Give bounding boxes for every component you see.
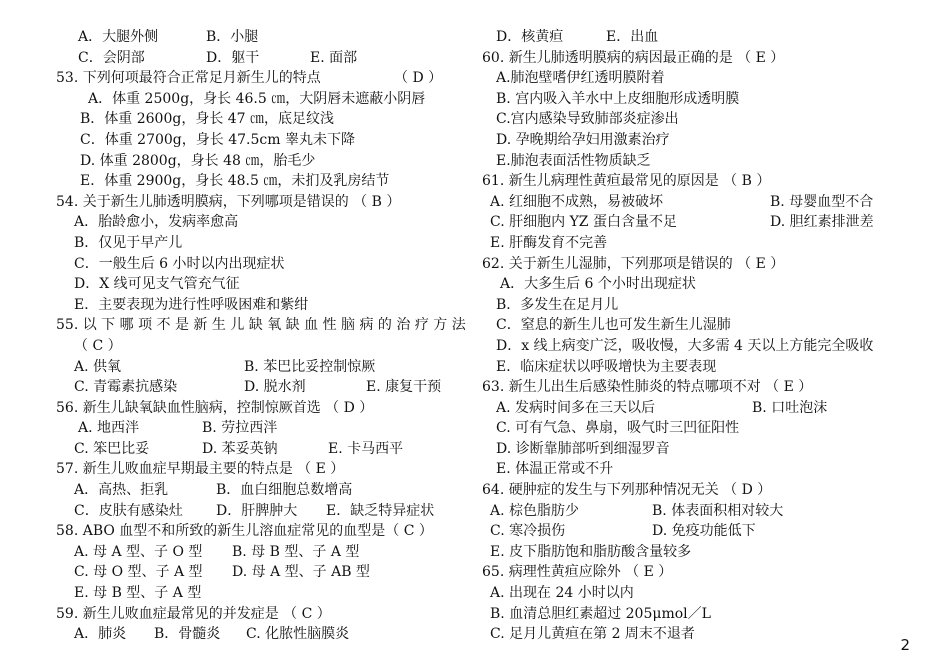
text-segment: A. 红细胞不成熟，易被破坏 — [490, 193, 664, 210]
right-line — [482, 89, 922, 110]
right-line — [482, 459, 922, 480]
text-segment: E. 体温正常或不升 — [496, 461, 614, 478]
right-line — [482, 130, 922, 151]
text-segment: B. 宫内吸入羊水中上皮细胞形成透明膜 — [496, 90, 740, 107]
text-segment: E．出血 — [606, 29, 659, 45]
left-line — [56, 89, 466, 110]
text-segment: E. 肝酶发育不完善 — [490, 234, 608, 251]
right-line — [482, 295, 922, 316]
text-segment: D. 脱水剂 — [244, 379, 306, 396]
text-segment: 61. 新生儿病理性黄疸最常见的原因是 （ B ） — [482, 173, 771, 190]
text-segment: C．体重 2700g，身长 47.5cm 睾丸未下降 — [80, 131, 355, 148]
text-segment: D. 母 A 型、子 AB 型 — [232, 564, 370, 581]
left-line — [56, 480, 466, 501]
text-segment: D. 苯妥英钠 — [202, 440, 278, 457]
left-line — [56, 48, 466, 69]
left-line — [56, 521, 466, 542]
text-segment: D. 孕晚期给孕妇用激素治疗 — [496, 131, 670, 148]
left-line — [56, 27, 466, 48]
text-segment: A．肺炎 — [74, 626, 127, 643]
right-line — [482, 151, 922, 172]
text-segment: B. 口吐泡沫 — [752, 399, 828, 416]
text-segment: B. 苯巴比妥控制惊厥 — [244, 358, 376, 375]
left-line — [56, 336, 466, 357]
right-line — [482, 604, 922, 625]
left-line — [56, 315, 466, 336]
right-line — [482, 192, 922, 213]
text-segment: A．胎龄愈小，发病率愈高 — [74, 214, 239, 231]
text-segment: B．骨髓炎 — [154, 626, 221, 643]
text-segment: A. 出现在 24 小时以内 — [490, 585, 634, 602]
left-line — [56, 562, 466, 583]
right-line — [482, 583, 922, 604]
left-line — [56, 624, 466, 645]
text-segment: B. 母婴血型不合 — [770, 193, 874, 210]
text-segment: B．体重 2600g，身长 47 ㎝，底足纹浅 — [80, 111, 335, 128]
text-segment: E．临床症状以呼吸增快为主要表现 — [496, 358, 717, 375]
text-segment: 58. ABO 血型不和所致的新生儿溶血症常见的血型是（ C ） — [56, 523, 433, 540]
text-segment: B. 血清总胆红素超过 205μmol／L — [490, 605, 711, 622]
text-segment: A．大腿外侧 — [78, 29, 159, 45]
text-segment: C. 化脓性脑膜炎 — [246, 626, 350, 643]
left-line — [56, 418, 466, 439]
text-segment: D．肝脾肿大 — [216, 502, 298, 519]
right-line — [482, 562, 922, 583]
text-segment: E．主要表现为进行性呼吸困难和紫绀 — [74, 296, 309, 313]
text-segment: 60. 新生儿肺透明膜病的病因最正确的是 （ E ） — [482, 49, 785, 66]
text-segment: B. 母 B 型、子 A 型 — [232, 543, 360, 560]
text-segment: C. 母 O 型、子 A 型 — [74, 564, 203, 581]
right-line — [482, 48, 922, 69]
page-number: 2 — [900, 636, 910, 654]
text-segment: 64. 硬肿症的发生与下列那种情况无关 （ D ） — [482, 482, 772, 499]
text-segment: A. 棕色脂肪少 — [490, 502, 580, 519]
right-line — [482, 233, 922, 254]
text-segment: C. 笨巴比妥 — [74, 440, 150, 457]
left-line — [56, 604, 466, 625]
right-column — [482, 27, 922, 645]
left-line — [56, 439, 466, 460]
text-segment: B．血白细胞总数增高 — [216, 482, 353, 499]
text-segment: C. 青霉素抗感染 — [74, 379, 178, 396]
left-line — [56, 109, 466, 130]
right-line — [482, 336, 922, 357]
right-line — [482, 624, 922, 645]
right-line — [482, 418, 922, 439]
left-line — [56, 377, 466, 398]
left-line — [56, 254, 466, 275]
text-segment: A. 供氧 — [74, 358, 122, 375]
text-segment: A. 发病时间多在三天以后 — [496, 399, 656, 416]
right-line — [482, 357, 922, 378]
right-line — [482, 274, 922, 295]
left-line — [56, 274, 466, 295]
text-segment: B. 劳拉西泮 — [202, 420, 278, 437]
text-segment: 65. 病理性黄疸应除外 （ E ） — [482, 564, 673, 581]
text-segment: D. 胆红素排泄差 — [770, 214, 874, 231]
right-line — [482, 171, 922, 192]
right-line — [482, 109, 922, 130]
left-line — [56, 542, 466, 563]
text-segment: C. 寒冷损伤 — [490, 523, 566, 540]
text-segment: C．会阴部 — [78, 49, 145, 66]
text-segment: 56. 新生儿缺氧缺血性脑病，控制惊厥首选 （ D ） — [56, 399, 374, 416]
text-segment: D．X 线可见支气管充气征 — [74, 276, 240, 293]
right-line — [482, 501, 922, 522]
text-segment: 57. 新生儿败血症早期最主要的特点是 （ E ） — [56, 461, 345, 478]
text-segment: A.肺泡壁嗜伊红透明膜附着 — [496, 70, 665, 87]
left-line — [56, 68, 466, 89]
text-segment: B. 体表面积相对较大 — [652, 502, 784, 519]
text-segment: B．仅见于早产儿 — [74, 234, 183, 251]
left-line — [56, 151, 466, 172]
text-segment: C. 肝细胞内 YZ 蛋白含量不足 — [490, 214, 677, 231]
right-line — [482, 398, 922, 419]
left-line — [56, 212, 466, 233]
text-segment: B．小腿 — [206, 29, 259, 45]
text-segment: A. 母 A 型、子 O 型 — [74, 543, 203, 560]
text-segment: D. 免疫功能低下 — [652, 523, 756, 540]
left-line — [56, 459, 466, 480]
right-line — [482, 542, 922, 563]
left-line — [56, 501, 466, 522]
text-segment: B．多发生在足月儿 — [496, 296, 619, 313]
text-segment: 63. 新生儿出生后感染性肺炎的特点哪项不对 （ E ） — [482, 379, 813, 396]
text-segment: D. 体重 2800g，身长 48 ㎝，胎毛少 — [80, 152, 316, 169]
text-segment: 54. 关于新生儿肺透明膜病，下列哪项是错误的 （ B ） — [56, 193, 401, 210]
left-line — [56, 357, 466, 378]
left-line — [56, 130, 466, 151]
text-segment: E．缺乏特异症状 — [326, 502, 435, 519]
text-segment: A．体重 2500g，身长 46.5 ㎝，大阴唇未遮蔽小阴唇 — [88, 90, 426, 107]
text-segment: D. 诊断靠肺部听到细湿罗音 — [496, 440, 670, 457]
text-segment: 59. 新生儿败血症最常见的并发症是 （ C ） — [56, 605, 331, 622]
text-segment: A．大多生后 6 个小时出现症状 — [500, 276, 696, 293]
left-column — [56, 27, 466, 645]
text-segment: E. 皮下脂肪饱和脂肪酸含量较多 — [490, 543, 692, 560]
left-line — [56, 233, 466, 254]
text-segment: E. 母 B 型、子 A 型 — [74, 585, 202, 602]
left-line — [56, 583, 466, 604]
text-segment: 55. 以 下 哪 项 不 是 新 生 儿 缺 氧 缺 血 性 脑 病 的 治 疗 方 法 — [56, 317, 466, 334]
text-segment: 53. 下列何项最符合正常足月新生儿的特点 — [56, 70, 321, 87]
text-segment: 62. 关于新生儿湿肺，下列那项是错误的 （ E ） — [482, 255, 785, 272]
left-line — [56, 398, 466, 419]
right-line — [482, 377, 922, 398]
text-segment: E. 康复干预 — [366, 379, 442, 396]
text-segment: （ D ） — [394, 70, 443, 87]
right-line — [482, 27, 922, 48]
right-line — [482, 212, 922, 233]
text-segment: C．一般生后 6 小时以内出现症状 — [74, 255, 285, 272]
text-segment: E.肺泡表面活性物质缺乏 — [496, 152, 651, 169]
text-segment: C．窒息的新生儿也可发生新生儿湿肺 — [496, 317, 731, 334]
text-segment: （ C ） — [74, 337, 122, 354]
text-segment: D．核黄疸 — [496, 29, 564, 45]
right-line — [482, 315, 922, 336]
text-segment: D．x 线上病变广泛，吸收慢，大多需 4 天以上方能完全吸收 — [496, 337, 874, 354]
right-line — [482, 521, 922, 542]
text-segment: D．躯干 — [206, 49, 260, 66]
right-line — [482, 254, 922, 275]
text-segment: C．皮肤有感染灶 — [74, 502, 183, 519]
text-segment: C. 可有气急、鼻扇，吸气时三凹征阳性 — [496, 420, 740, 437]
left-line — [56, 171, 466, 192]
text-segment: C. 足月儿黄疸在第 2 周末不退者 — [490, 626, 695, 643]
text-segment: E. 面部 — [310, 49, 358, 66]
text-segment: C.宫内感染导致肺部炎症渗出 — [496, 111, 679, 128]
text-segment: E. 卡马西平 — [328, 440, 404, 457]
right-line — [482, 68, 922, 89]
right-line — [482, 439, 922, 460]
text-segment: E．体重 2900g，身长 48.5 ㎝，未扪及乳房结节 — [80, 173, 390, 190]
text-segment: A. 地西泮 — [78, 420, 140, 437]
text-segment: A．高热、拒乳 — [74, 482, 169, 499]
right-line — [482, 480, 922, 501]
left-line — [56, 295, 466, 316]
left-line — [56, 192, 466, 213]
